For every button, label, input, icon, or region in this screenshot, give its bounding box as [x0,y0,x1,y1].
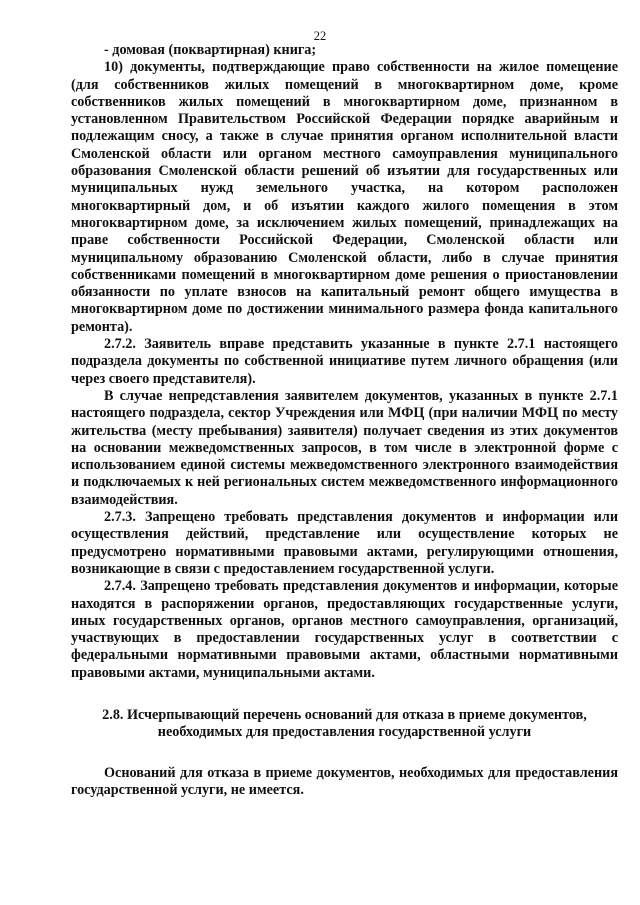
paragraph-2-7-4: 2.7.4. Запрещено требовать представления документов и информации, которые находятся в распоряжении органов, предоставляющих государственные услуги, иных государственных органов, органов местного самоуправления, организаций, участвующих в предоставлении государственных услуг в соответствии с федеральными нормативными правовыми актами, областными нормативными правовыми актами, муниципальными актами. [71,578,618,681]
paragraph-house-book: - домовая (поквартирная) книга; [104,42,317,58]
body-text-top [71,42,618,682]
paragraph-interagency-requests: В случае непредставления заявителем документов, указанных в пункте 2.7.1 настоящего подраздела, сектор Учреждения или МФЦ (при наличии МФЦ по месту жительства (месту пребывания) заявителя) получает сведения из этих документов на основании межведомственных запросов, в том числе в электронной форме с использованием единой системы межведомственного электронного взаимодействия и подключаемых к ней региональных систем межведомственного информационного взаимодействия. [71,387,618,508]
paragraph-ownership-documents: 10) документы, подтверждающие право собственности на жилое помещение (для собственников жилых помещений в многоквартирном доме, кроме собственников жилых помещений в многоквартирном доме, признанном в установленном Правительством Российской Федерации порядке аварийным и подлежащим сносу, а также в случае принятия органом исполнительной власти Смоленской области или органом местного самоуправления муниципального образования Смоленской области решений об изъятии для государственных или муниципальных нужд земельного участка, на котором расположен многоквартирный дом, и об изъятии каждого жилого помещения в этом многоквартирном доме, за исключением жилых помещений, принадлежащих на праве собственности Российской Федерации, Смоленской области или муниципальному образованию Смоленской области, либо в случае принятия собственниками помещений в многоквартирном доме решения о приостановлении обязанности по уплате взносов на капитальный ремонт общего имущества в многоквартирном доме по достижении минимального размера фонда капитального ремонта). [71,59,618,335]
section-text: Оснований для отказа в приеме документов, необходимых для предоставления государственной услуги, не имеется. [71,764,618,798]
paragraph-2-7-2: 2.7.2. Заявитель вправе представить указанные в пункте 2.7.1 настоящего подраздела документы по собственной инициативе путем личного обращения (или через своего представителя). [71,336,618,387]
page-number: 22 [313,29,327,43]
paragraph-2-7-3: 2.7.3. Запрещено требовать представления документов и информации или осуществления действий, представление или осуществление которых не предусмотрено нормативными правовыми актами, регулирующими отношения, возникающие в связи с предоставлением государственной услуги. [71,509,618,577]
section-heading: 2.8. Исчерпывающий перечень оснований для отказа в приеме документов, необходимых для предоставления государственной услуги [102,707,587,741]
section-2-8 [71,707,618,799]
